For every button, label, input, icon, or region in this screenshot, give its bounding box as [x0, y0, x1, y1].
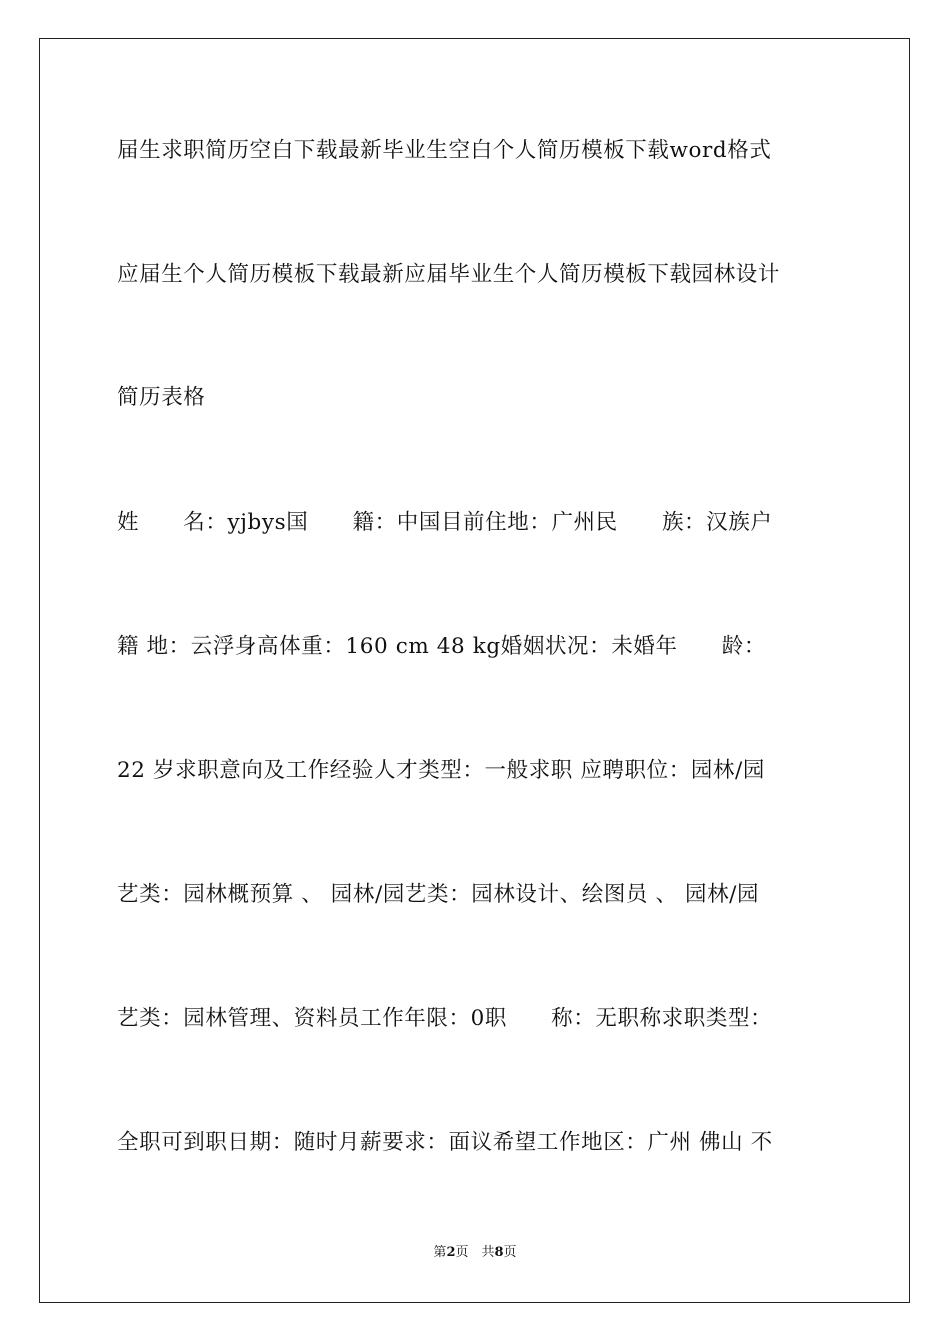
page-number-footer	[0, 1244, 950, 1262]
page-border	[39, 38, 910, 1303]
body-line-6: 22 岁求职意向及工作经验人才类型：一般求职 应聘职位：园林/园	[117, 758, 765, 783]
body-line-8: 艺类：园林管理、资料员工作年限：0职 称：无职称求职类型：	[117, 1006, 773, 1031]
footer-suffix: 页	[503, 1245, 517, 1260]
body-line-1: 届生求职简历空白下载最新毕业生空白个人简历模板下载word格式	[117, 138, 772, 163]
footer-total-pages: 8	[494, 1245, 504, 1260]
body-line-7: 艺类：园林概预算 、 园林/园艺类：园林设计、绘图员 、 园林/园	[117, 882, 760, 907]
footer-prefix: 第	[433, 1245, 447, 1260]
footer-current-page: 2	[446, 1245, 456, 1260]
body-line-3: 简历表格	[117, 385, 206, 410]
body-line-2: 应届生个人简历模板下载最新应届毕业生个人简历模板下载园林设计	[117, 262, 781, 287]
body-line-4: 姓 名：yjbys国 籍：中国目前住地：广州民 族：汉族户	[117, 510, 773, 535]
body-line-5: 籍 地：云浮身高体重：160 cm 48 kg婚姻状况：未婚年 龄：	[117, 634, 766, 659]
footer-mid: 页 共	[455, 1245, 495, 1260]
body-line-9: 全职可到职日期：随时月薪要求：面议希望工作地区：广州 佛山 不	[117, 1130, 773, 1155]
